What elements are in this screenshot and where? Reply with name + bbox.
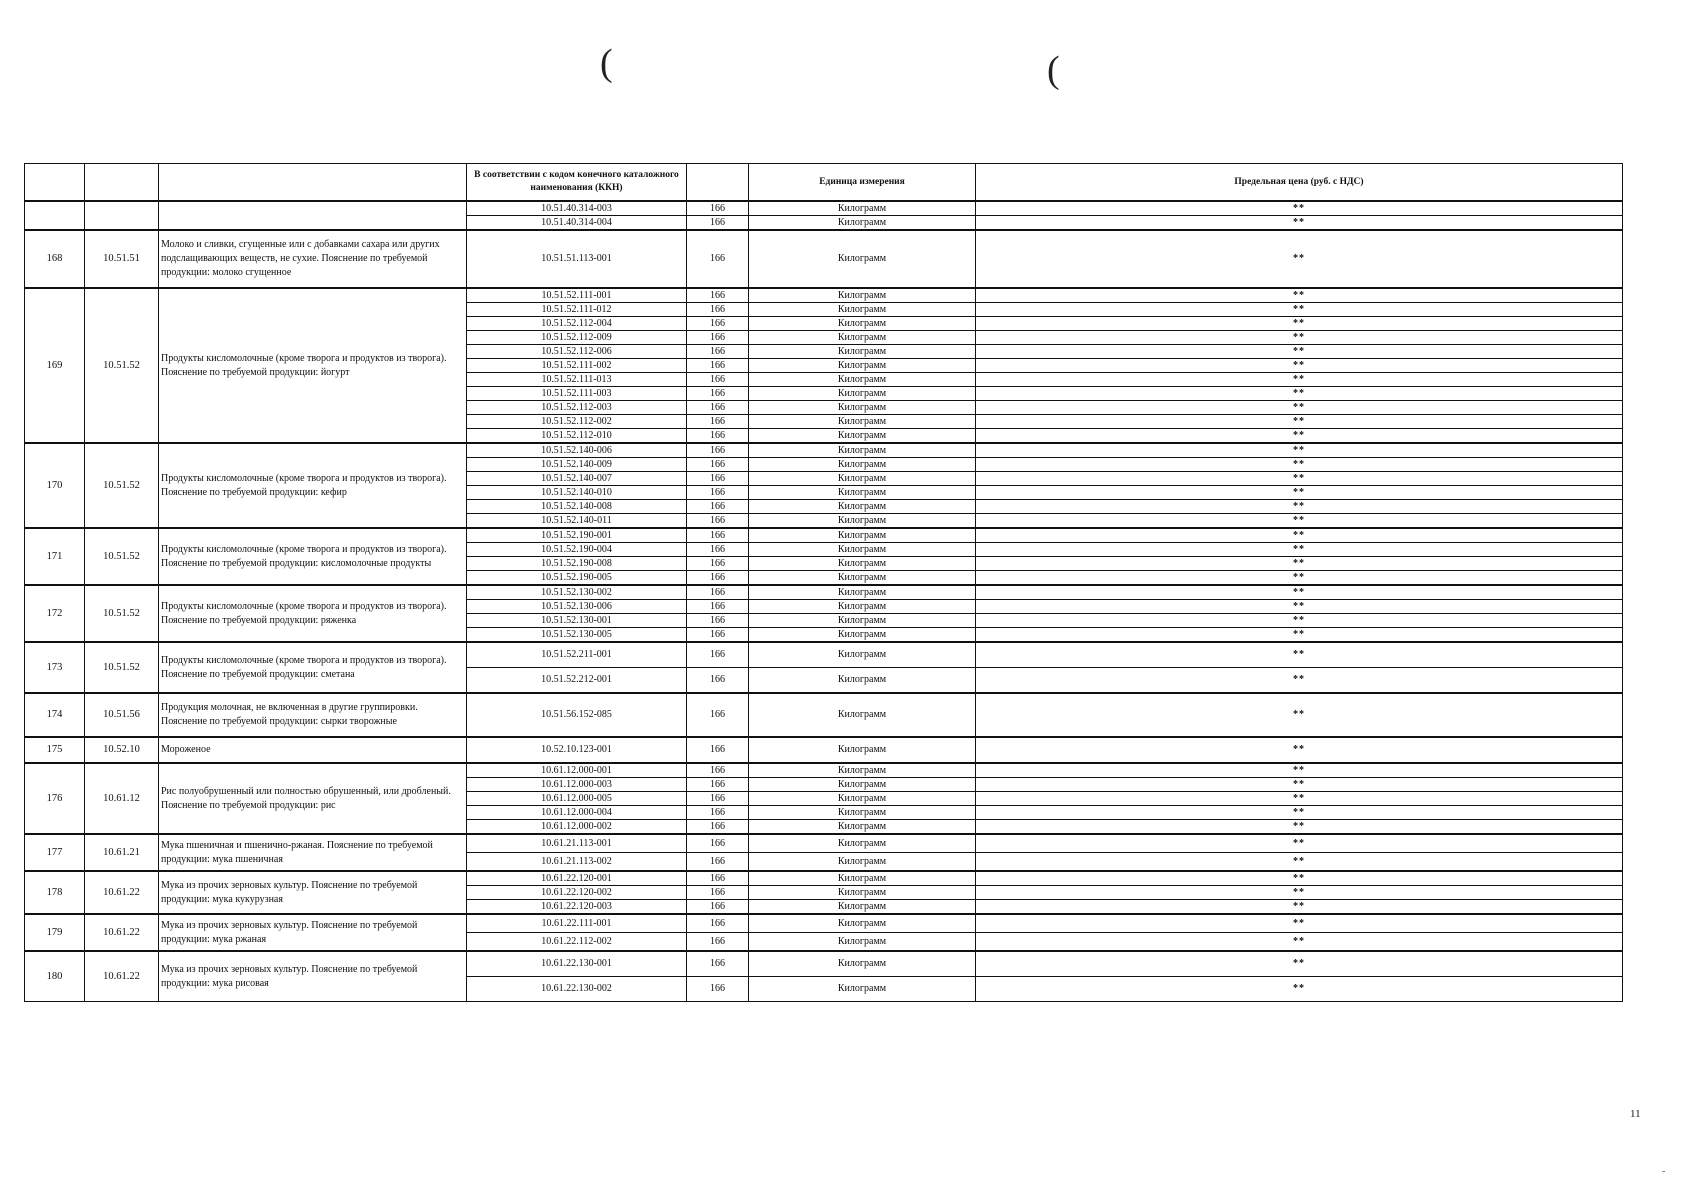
price-limit: ** [976, 486, 1623, 500]
okpd-code [85, 201, 159, 230]
product-description: Мука из прочих зерновых культур. Пояснение по требуемой продукции: мука кукурузная [159, 871, 467, 914]
price-limit: ** [976, 443, 1623, 458]
table-row [25, 693, 1623, 737]
row-number: 176 [25, 763, 85, 834]
okei-code: 166 [687, 628, 749, 643]
okei-code: 166 [687, 387, 749, 401]
product-description: Продукты кисломолочные (кроме творога и продуктов из творога). Пояснение по требуемой продукции: кефир [159, 443, 467, 528]
price-limit: ** [976, 693, 1623, 737]
price-limit: ** [976, 871, 1623, 886]
kkn-code: 10.51.52.130-001 [467, 614, 687, 628]
okei-code: 166 [687, 373, 749, 387]
table-body [25, 201, 1623, 1002]
unit-name: Килограмм [749, 317, 976, 331]
price-limit: ** [976, 429, 1623, 444]
price-limit: ** [976, 216, 1623, 231]
header-okpd [85, 164, 159, 202]
okei-code: 166 [687, 429, 749, 444]
unit-name: Килограмм [749, 486, 976, 500]
okei-code: 166 [687, 933, 749, 952]
row-number: 172 [25, 585, 85, 642]
okpd-code: 10.51.51 [85, 230, 159, 288]
kkn-code: 10.51.51.113-001 [467, 230, 687, 288]
okei-code: 166 [687, 571, 749, 586]
kkn-code: 10.51.52.112-010 [467, 429, 687, 444]
product-description [159, 201, 467, 230]
unit-name: Килограмм [749, 528, 976, 543]
unit-name: Килограмм [749, 303, 976, 317]
product-description: Продукция молочная, не включенная в другие группировки. Пояснение по требуемой продукции: сырки творожные [159, 693, 467, 737]
okpd-code: 10.51.52 [85, 585, 159, 642]
kkn-code: 10.52.10.123-001 [467, 737, 687, 763]
unit-name: Килограмм [749, 429, 976, 444]
unit-name: Килограмм [749, 331, 976, 345]
kkn-code: 10.51.52.140-007 [467, 472, 687, 486]
price-limit: ** [976, 668, 1623, 694]
product-description: Мука из прочих зерновых культур. Пояснение по требуемой продукции: мука рисовая [159, 951, 467, 1002]
table-header-row [25, 164, 1623, 202]
unit-name: Килограмм [749, 472, 976, 486]
row-number [25, 201, 85, 230]
price-limit: ** [976, 951, 1623, 977]
okei-code: 166 [687, 778, 749, 792]
kkn-code: 10.61.22.120-001 [467, 871, 687, 886]
header-kkn: В соответствии с кодом конечного каталожного наименования (ККН) [467, 164, 687, 202]
kkn-code: 10.61.12.000-004 [467, 806, 687, 820]
table-row [25, 288, 1623, 303]
okei-code: 166 [687, 951, 749, 977]
kkn-code: 10.61.22.120-003 [467, 900, 687, 915]
price-limit: ** [976, 600, 1623, 614]
unit-name: Килограмм [749, 914, 976, 933]
unit-name: Килограмм [749, 443, 976, 458]
okei-code: 166 [687, 737, 749, 763]
okei-code: 166 [687, 853, 749, 872]
okei-code: 166 [687, 201, 749, 216]
kkn-code: 10.51.52.140-011 [467, 514, 687, 529]
price-limit: ** [976, 472, 1623, 486]
unit-name: Килограмм [749, 600, 976, 614]
price-limit: ** [976, 806, 1623, 820]
row-number: 179 [25, 914, 85, 951]
unit-name: Килограмм [749, 387, 976, 401]
unit-name: Килограмм [749, 230, 976, 288]
okei-code: 166 [687, 806, 749, 820]
unit-name: Килограмм [749, 951, 976, 977]
okpd-code: 10.61.22 [85, 914, 159, 951]
kkn-code: 10.51.52.140-008 [467, 500, 687, 514]
okei-code: 166 [687, 834, 749, 853]
kkn-code: 10.61.22.111-001 [467, 914, 687, 933]
price-limit: ** [976, 737, 1623, 763]
row-number: 180 [25, 951, 85, 1002]
kkn-code: 10.51.56.152-085 [467, 693, 687, 737]
kkn-code: 10.51.52.130-002 [467, 585, 687, 600]
kkn-code: 10.51.52.111-013 [467, 373, 687, 387]
price-limit: ** [976, 201, 1623, 216]
unit-name: Килограмм [749, 401, 976, 415]
unit-name: Килограмм [749, 359, 976, 373]
table-row [25, 834, 1623, 853]
okei-code: 166 [687, 614, 749, 628]
okei-code: 166 [687, 500, 749, 514]
kkn-code: 10.51.52.190-008 [467, 557, 687, 571]
unit-name: Килограмм [749, 871, 976, 886]
kkn-code: 10.51.52.111-001 [467, 288, 687, 303]
scan-mark-left: ( [600, 42, 613, 84]
price-limit: ** [976, 500, 1623, 514]
unit-name: Килограмм [749, 557, 976, 571]
kkn-code: 10.51.52.130-005 [467, 628, 687, 643]
product-description: Продукты кисломолочные (кроме творога и продуктов из творога). Пояснение по требуемой продукции: сметана [159, 642, 467, 693]
okei-code: 166 [687, 763, 749, 778]
table-row [25, 763, 1623, 778]
row-number: 173 [25, 642, 85, 693]
price-limit: ** [976, 345, 1623, 359]
okei-code: 166 [687, 359, 749, 373]
row-number: 178 [25, 871, 85, 914]
header-desc [159, 164, 467, 202]
price-limit: ** [976, 288, 1623, 303]
kkn-code: 10.51.52.111-002 [467, 359, 687, 373]
okei-code: 166 [687, 543, 749, 557]
unit-name: Килограмм [749, 373, 976, 387]
okei-code: 166 [687, 585, 749, 600]
okei-code: 166 [687, 977, 749, 1002]
unit-name: Килограмм [749, 933, 976, 952]
unit-name: Килограмм [749, 806, 976, 820]
okei-code: 166 [687, 443, 749, 458]
price-limit: ** [976, 458, 1623, 472]
okei-code: 166 [687, 792, 749, 806]
kkn-code: 10.51.52.211-001 [467, 642, 687, 668]
unit-name: Килограмм [749, 345, 976, 359]
table-row [25, 914, 1623, 933]
okei-code: 166 [687, 693, 749, 737]
unit-name: Килограмм [749, 201, 976, 216]
okei-code: 166 [687, 486, 749, 500]
price-limit: ** [976, 317, 1623, 331]
kkn-code: 10.61.22.130-001 [467, 951, 687, 977]
kkn-code: 10.51.52.112-003 [467, 401, 687, 415]
okpd-code: 10.51.52 [85, 443, 159, 528]
unit-name: Килограмм [749, 216, 976, 231]
price-limit: ** [976, 792, 1623, 806]
price-limit: ** [976, 900, 1623, 915]
kkn-code: 10.51.52.190-005 [467, 571, 687, 586]
okei-code: 166 [687, 600, 749, 614]
row-number: 168 [25, 230, 85, 288]
table-row [25, 230, 1623, 288]
table-row [25, 585, 1623, 600]
okei-code: 166 [687, 345, 749, 359]
price-limit: ** [976, 401, 1623, 415]
unit-name: Килограмм [749, 585, 976, 600]
unit-name: Килограмм [749, 458, 976, 472]
okpd-code: 10.51.52 [85, 528, 159, 585]
kkn-code: 10.51.40.314-003 [467, 201, 687, 216]
unit-name: Килограмм [749, 514, 976, 529]
unit-name: Килограмм [749, 977, 976, 1002]
okei-code: 166 [687, 401, 749, 415]
unit-name: Килограмм [749, 820, 976, 835]
okei-code: 166 [687, 668, 749, 694]
row-number: 171 [25, 528, 85, 585]
product-description: Мороженое [159, 737, 467, 763]
okei-code: 166 [687, 886, 749, 900]
scan-mark-right: ( [1047, 49, 1060, 91]
okei-code: 166 [687, 900, 749, 915]
okei-code: 166 [687, 642, 749, 668]
edge-mark: - [1662, 1166, 1666, 1177]
kkn-code: 10.51.52.140-006 [467, 443, 687, 458]
unit-name: Килограмм [749, 288, 976, 303]
header-num [25, 164, 85, 202]
product-description: Молоко и сливки, сгущенные или с добавками сахара или других подслащивающих веществ, не сухие. Пояснение по требуемой продукции: молоко сгущенное [159, 230, 467, 288]
price-limit: ** [976, 628, 1623, 643]
okei-code: 166 [687, 288, 749, 303]
row-number: 174 [25, 693, 85, 737]
price-limit: ** [976, 585, 1623, 600]
price-limit: ** [976, 373, 1623, 387]
kkn-code: 10.51.40.314-004 [467, 216, 687, 231]
product-description: Продукты кисломолочные (кроме творога и продуктов из творога). Пояснение по требуемой продукции: йогурт [159, 288, 467, 443]
kkn-code: 10.61.22.112-002 [467, 933, 687, 952]
price-limit: ** [976, 415, 1623, 429]
price-limit: ** [976, 614, 1623, 628]
okpd-code: 10.51.56 [85, 693, 159, 737]
kkn-code: 10.51.52.112-004 [467, 317, 687, 331]
unit-name: Килограмм [749, 642, 976, 668]
okei-code: 166 [687, 458, 749, 472]
product-description: Продукты кисломолочные (кроме творога и продуктов из творога). Пояснение по требуемой продукции: кисломолочные продукты [159, 528, 467, 585]
kkn-code: 10.51.52.130-006 [467, 600, 687, 614]
price-limit: ** [976, 763, 1623, 778]
kkn-code: 10.51.52.140-009 [467, 458, 687, 472]
kkn-code: 10.51.52.111-012 [467, 303, 687, 317]
unit-name: Килограмм [749, 737, 976, 763]
kkn-code: 10.51.52.190-001 [467, 528, 687, 543]
header-unit: Единица измерения [749, 164, 976, 202]
okpd-code: 10.51.52 [85, 288, 159, 443]
unit-name: Килограмм [749, 886, 976, 900]
table-row [25, 201, 1623, 216]
kkn-code: 10.51.52.112-006 [467, 345, 687, 359]
price-limit: ** [976, 303, 1623, 317]
okei-code: 166 [687, 528, 749, 543]
price-limit: ** [976, 914, 1623, 933]
kkn-code: 10.51.52.111-003 [467, 387, 687, 401]
price-limit: ** [976, 359, 1623, 373]
price-limit: ** [976, 820, 1623, 835]
unit-name: Килограмм [749, 500, 976, 514]
price-limit: ** [976, 853, 1623, 872]
price-limit: ** [976, 834, 1623, 853]
page-number: 11 [1630, 1108, 1641, 1120]
unit-name: Килограмм [749, 415, 976, 429]
okei-code: 166 [687, 415, 749, 429]
kkn-code: 10.61.21.113-001 [467, 834, 687, 853]
okei-code: 166 [687, 914, 749, 933]
unit-name: Килограмм [749, 668, 976, 694]
price-limit: ** [976, 543, 1623, 557]
kkn-code: 10.51.52.212-001 [467, 668, 687, 694]
unit-name: Килограмм [749, 543, 976, 557]
kkn-code: 10.61.12.000-005 [467, 792, 687, 806]
okpd-code: 10.52.10 [85, 737, 159, 763]
kkn-code: 10.61.12.000-001 [467, 763, 687, 778]
row-number: 177 [25, 834, 85, 871]
table-row [25, 951, 1623, 977]
header-price: Предельная цена (руб. с НДС) [976, 164, 1623, 202]
okpd-code: 10.61.12 [85, 763, 159, 834]
okei-code: 166 [687, 317, 749, 331]
unit-name: Килограмм [749, 792, 976, 806]
price-limit: ** [976, 977, 1623, 1002]
kkn-code: 10.51.52.112-002 [467, 415, 687, 429]
price-limit: ** [976, 230, 1623, 288]
price-limit: ** [976, 642, 1623, 668]
okei-code: 166 [687, 820, 749, 835]
table-row [25, 443, 1623, 458]
product-description: Продукты кисломолочные (кроме творога и продуктов из творога). Пояснение по требуемой продукции: ряженка [159, 585, 467, 642]
unit-name: Килограмм [749, 693, 976, 737]
okpd-code: 10.61.22 [85, 871, 159, 914]
table-row [25, 737, 1623, 763]
okpd-code: 10.61.22 [85, 951, 159, 1002]
kkn-code: 10.61.12.000-003 [467, 778, 687, 792]
price-table [24, 163, 1623, 1002]
price-limit: ** [976, 514, 1623, 529]
row-number: 170 [25, 443, 85, 528]
kkn-code: 10.61.12.000-002 [467, 820, 687, 835]
unit-name: Килограмм [749, 571, 976, 586]
price-limit: ** [976, 331, 1623, 345]
okei-code: 166 [687, 230, 749, 288]
price-limit: ** [976, 528, 1623, 543]
okei-code: 166 [687, 871, 749, 886]
price-limit: ** [976, 886, 1623, 900]
okpd-code: 10.61.21 [85, 834, 159, 871]
product-description: Мука из прочих зерновых культур. Пояснение по требуемой продукции: мука ржаная [159, 914, 467, 951]
price-limit: ** [976, 571, 1623, 586]
kkn-code: 10.51.52.190-004 [467, 543, 687, 557]
header-okei [687, 164, 749, 202]
kkn-code: 10.61.21.113-002 [467, 853, 687, 872]
unit-name: Килограмм [749, 900, 976, 915]
okpd-code: 10.51.52 [85, 642, 159, 693]
kkn-code: 10.61.22.130-002 [467, 977, 687, 1002]
unit-name: Килограмм [749, 628, 976, 643]
price-limit: ** [976, 778, 1623, 792]
unit-name: Килограмм [749, 614, 976, 628]
okei-code: 166 [687, 216, 749, 231]
product-description: Мука пшеничная и пшенично-ржаная. Пояснение по требуемой продукции: мука пшеничная [159, 834, 467, 871]
table-row [25, 642, 1623, 668]
kkn-code: 10.51.52.112-009 [467, 331, 687, 345]
unit-name: Килограмм [749, 763, 976, 778]
okei-code: 166 [687, 514, 749, 529]
unit-name: Килограмм [749, 853, 976, 872]
okei-code: 166 [687, 303, 749, 317]
row-number: 169 [25, 288, 85, 443]
table-row [25, 528, 1623, 543]
okei-code: 166 [687, 472, 749, 486]
unit-name: Килограмм [749, 778, 976, 792]
kkn-code: 10.51.52.140-010 [467, 486, 687, 500]
row-number: 175 [25, 737, 85, 763]
price-limit: ** [976, 933, 1623, 952]
okei-code: 166 [687, 331, 749, 345]
kkn-code: 10.61.22.120-002 [467, 886, 687, 900]
okei-code: 166 [687, 557, 749, 571]
price-limit: ** [976, 557, 1623, 571]
unit-name: Килограмм [749, 834, 976, 853]
table-row [25, 871, 1623, 886]
price-limit: ** [976, 387, 1623, 401]
product-description: Рис полуобрушенный или полностью обрушенный, или дробленый. Пояснение по требуемой продукции: рис [159, 763, 467, 834]
